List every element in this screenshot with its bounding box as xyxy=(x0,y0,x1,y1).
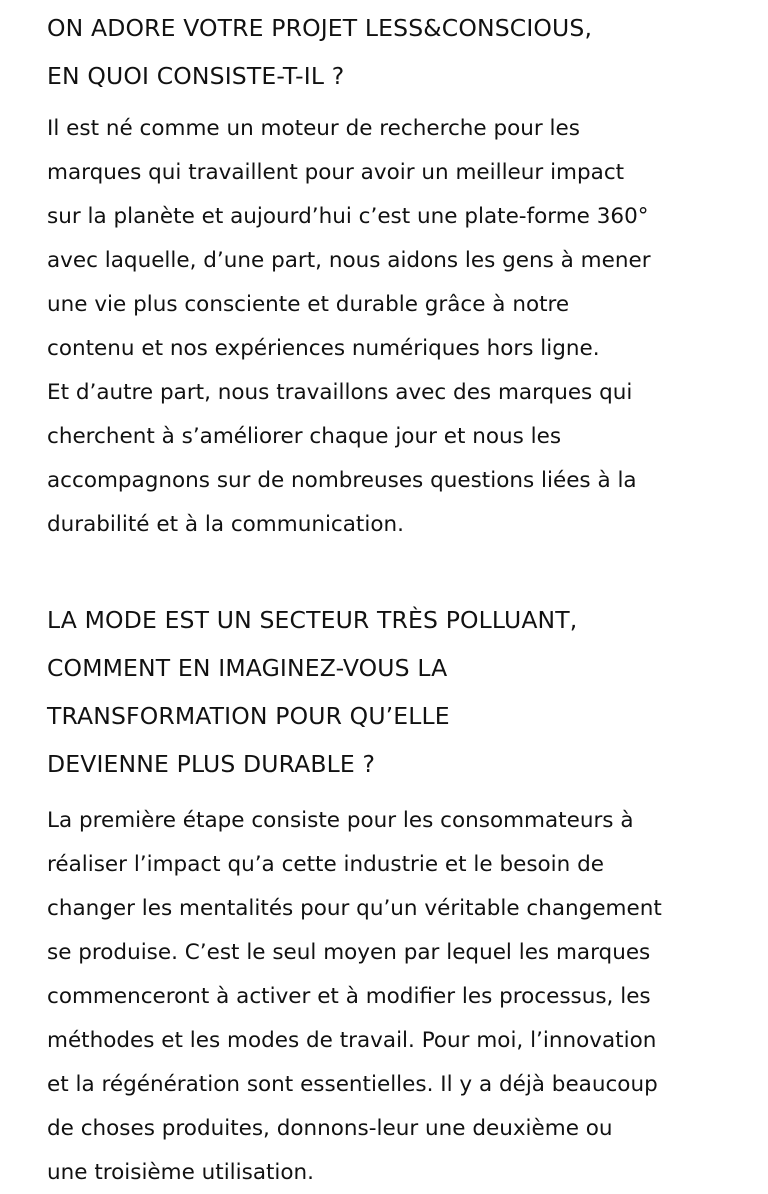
answer-line: méthodes et les modes de travail. Pour moi, l’innovation xyxy=(47,1028,657,1053)
question-line: ON ADORE VOTRE PROJET LESS&CONSCIOUS, xyxy=(47,14,593,42)
answer-line: durabilité et à la communication. xyxy=(47,512,404,537)
answer-line: une troisième utilisation. xyxy=(47,1160,315,1185)
answer-line: La première étape consiste pour les consommateurs à xyxy=(47,808,634,833)
answer-line: commenceront à activer et à modifier les processus, les xyxy=(47,984,651,1009)
question-line: DEVIENNE PLUS DURABLE ? xyxy=(47,750,376,778)
answer-line: sur la planète et aujourd’hui c’est une plate-forme 360° xyxy=(47,204,649,229)
answer-line: avec laquelle, d’une part, nous aidons les gens à mener xyxy=(47,248,651,273)
answer-line: Et d’autre part, nous travaillons avec des marques qui xyxy=(47,380,633,405)
answer-line: Il est né comme un moteur de recherche pour les xyxy=(47,116,580,141)
answer-paragraph-1 xyxy=(47,107,728,547)
question-heading-2 xyxy=(47,596,728,788)
question-line: TRANSFORMATION POUR QU’ELLE xyxy=(47,702,450,730)
answer-line: se produise. C’est le seul moyen par lequel les marques xyxy=(47,940,651,965)
answer-line: cherchent à s’améliorer chaque jour et nous les xyxy=(47,424,562,449)
answer-line: une vie plus consciente et durable grâce à notre xyxy=(47,292,570,317)
answer-line: marques qui travaillent pour avoir un meilleur impact xyxy=(47,160,625,185)
answer-line: contenu et nos expériences numériques hors ligne. xyxy=(47,336,600,361)
answer-line: de choses produites, donnons-leur une deuxième ou xyxy=(47,1116,613,1141)
answer-line: accompagnons sur de nombreuses questions liées à la xyxy=(47,468,637,493)
answer-line: réaliser l’impact qu’a cette industrie et le besoin de xyxy=(47,852,604,877)
question-heading-1 xyxy=(47,4,728,100)
answer-line: et la régénération sont essentielles. Il y a déjà beaucoup xyxy=(47,1072,658,1097)
answer-paragraph-2 xyxy=(47,799,728,1194)
question-line: COMMENT EN IMAGINEZ-VOUS LA xyxy=(47,654,448,682)
question-line: LA MODE EST UN SECTEUR TRÈS POLLUANT, xyxy=(47,606,578,634)
question-line: EN QUOI CONSISTE-T-IL ? xyxy=(47,62,345,90)
answer-line: changer les mentalités pour qu’un véritable changement xyxy=(47,896,662,921)
